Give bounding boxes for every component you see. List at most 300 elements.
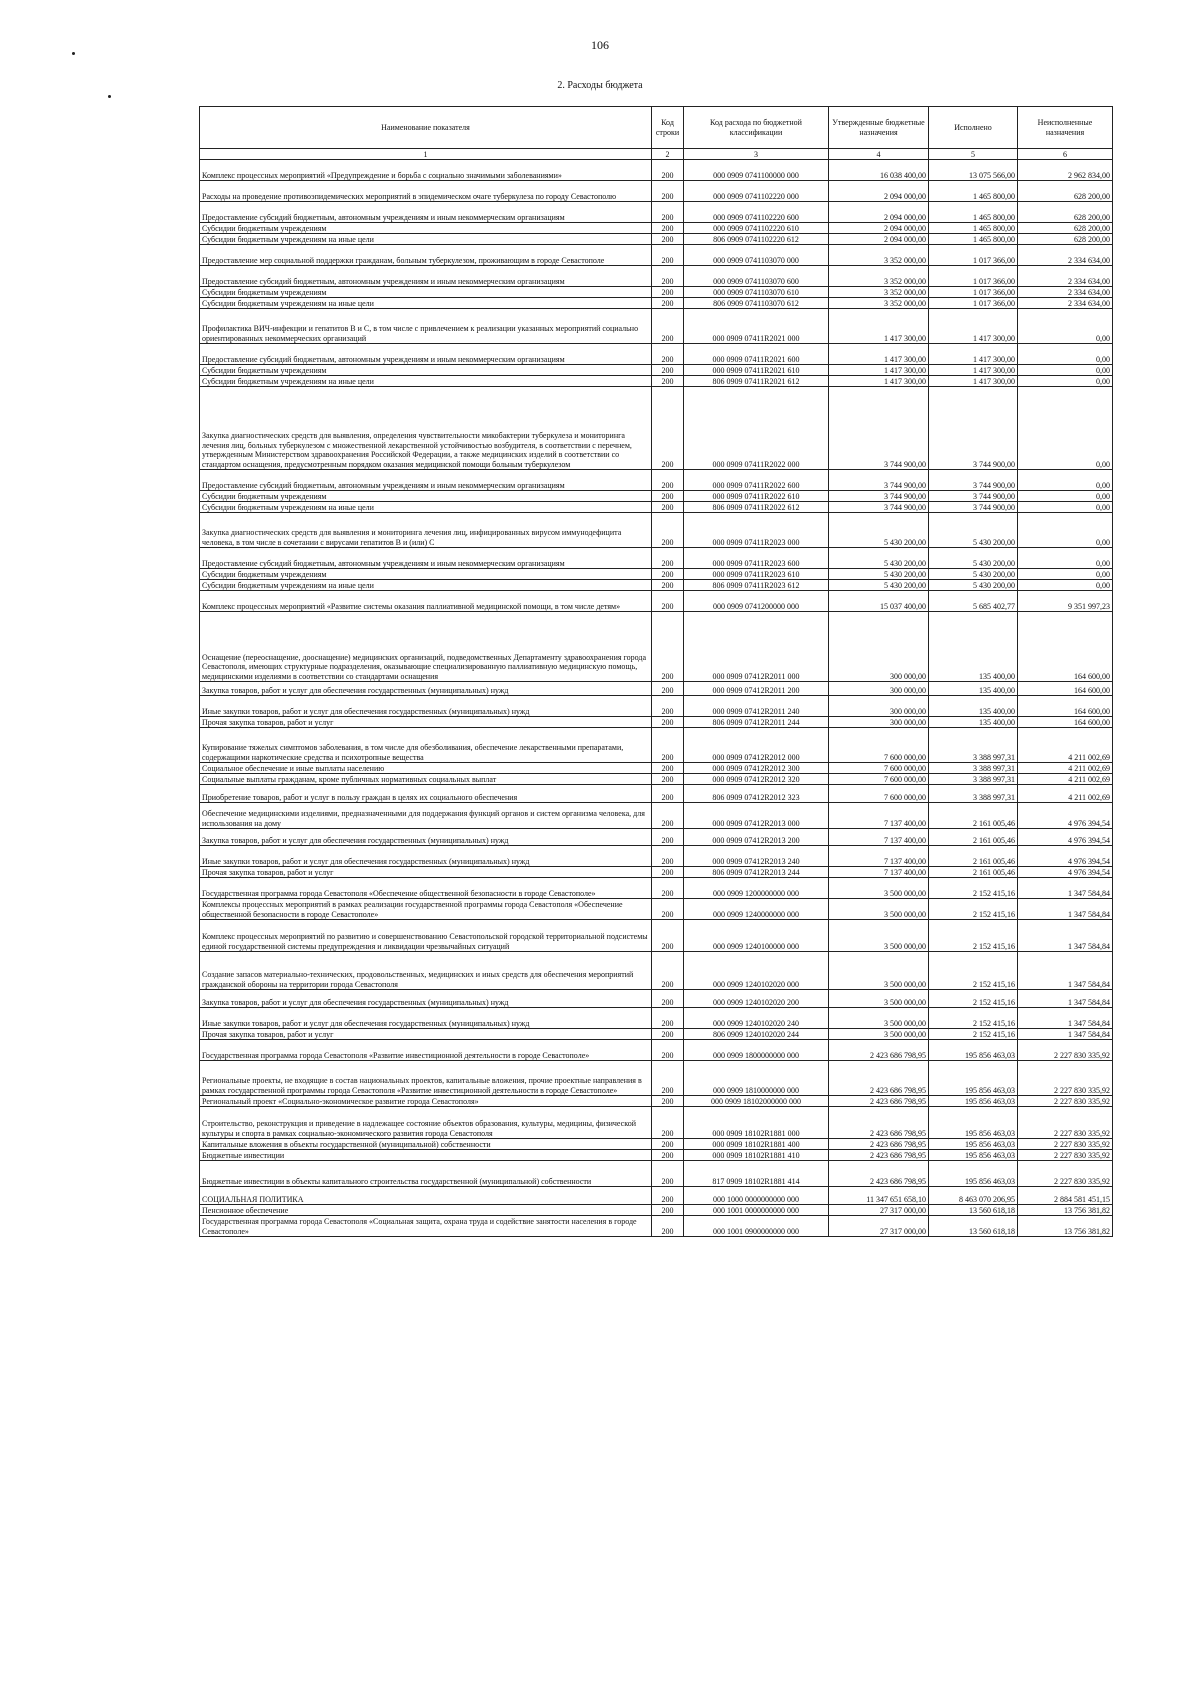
table-row: [200, 1029, 1113, 1040]
table-row-unexecuted: 164 600,00: [1018, 696, 1113, 717]
table-row-executed: 2 152 415,16: [929, 1008, 1018, 1029]
table-row-name: Закупка диагностических средств для выявления, определения чувствительности микобактерии туберкулеза и мониторинга лечения лиц, больных туберкулезом с множественной лекарственной устойчивостью возбудителя, в соответствии с перечнем, утвержденным Министерством здравоохранения Российской Федерации, а также медицинских изделий в соответствии со стандартом оснащения, предусмотренным порядком оказания медицинской помощи больным туберкулезом: [200, 387, 652, 470]
table-row-approved: 7 600 000,00: [829, 785, 929, 803]
table-row-executed: 2 161 005,46: [929, 846, 1018, 867]
table-row: [200, 990, 1113, 1008]
table-row-code: 200: [652, 1139, 684, 1150]
table-row-code: 200: [652, 223, 684, 234]
table-row-unexecuted: 2 227 830 335,92: [1018, 1161, 1113, 1187]
table-row-classification: 000 0909 1240102020 000: [684, 952, 829, 990]
table-row-code: 200: [652, 1096, 684, 1107]
table-row-unexecuted: 0,00: [1018, 309, 1113, 344]
table-row-code: 200: [652, 387, 684, 470]
table-row-classification: 000 0909 18102R1881 000: [684, 1107, 829, 1139]
table-row-unexecuted: 2 884 581 451,15: [1018, 1187, 1113, 1205]
table-row: [200, 1139, 1113, 1150]
table-row-classification: 000 0909 0741103070 600: [684, 266, 829, 287]
table-row: [200, 513, 1113, 548]
table-row-unexecuted: 1 347 584,84: [1018, 878, 1113, 899]
table-row-executed: 5 430 200,00: [929, 513, 1018, 548]
table-row-executed: 195 856 463,03: [929, 1040, 1018, 1061]
table-row-code: 200: [652, 580, 684, 591]
table-row-classification: 000 0909 0741103070 610: [684, 287, 829, 298]
table-row: [200, 774, 1113, 785]
table-row-classification: 000 0909 07411R2021 610: [684, 365, 829, 376]
table-row: [200, 1008, 1113, 1029]
table-row-name: СОЦИАЛЬНАЯ ПОЛИТИКА: [200, 1187, 652, 1205]
table-row-executed: 2 161 005,46: [929, 867, 1018, 878]
table-row-executed: 1 417 300,00: [929, 309, 1018, 344]
table-row-code: 200: [652, 774, 684, 785]
table-row-name: Обеспечение медицинскими изделиями, предназначенными для поддержания функций органов и систем организма человека, для использования на дому: [200, 803, 652, 829]
table-row-name: Комплекс процессных мероприятий «Развитие системы оказания паллиативной медицинской помощи, в том числе детям»: [200, 591, 652, 612]
table-row: [200, 728, 1113, 763]
table-row-approved: 300 000,00: [829, 717, 929, 728]
table-row-name: Прочая закупка товаров, работ и услуг: [200, 717, 652, 728]
table-row: [200, 829, 1113, 846]
table-row-approved: 2 094 000,00: [829, 234, 929, 245]
table-row-name: Региональный проект «Социально-экономическое развитие города Севастополя»: [200, 1096, 652, 1107]
table-row-approved: 3 744 900,00: [829, 502, 929, 513]
table-row-executed: 2 152 415,16: [929, 952, 1018, 990]
table-row: [200, 682, 1113, 696]
table-row-code: 200: [652, 245, 684, 266]
table-row-approved: 3 352 000,00: [829, 287, 929, 298]
table-row-approved: 300 000,00: [829, 682, 929, 696]
table-row-unexecuted: 628 200,00: [1018, 181, 1113, 202]
table-row-code: 200: [652, 728, 684, 763]
table-row-code: 200: [652, 867, 684, 878]
table-row-classification: 000 0909 1240100000 000: [684, 920, 829, 952]
table-row-name: Предоставление субсидий бюджетным, автономным учреждениям и иным некоммерческим организациям: [200, 548, 652, 569]
table-row-classification: 000 0909 07411R2023 610: [684, 569, 829, 580]
table-row-executed: 13 560 618,18: [929, 1216, 1018, 1237]
table-row-name: Оснащение (переоснащение, дооснащение) медицинских организаций, подведомственных Департаменту здравоохранения города Севастополя, имеющих структурные подразделения, оказывающие специализированную паллиативную медицинскую помощь, медицинскими изделиями в соответствии со стандартами оснащения: [200, 612, 652, 682]
table-row: [200, 1040, 1113, 1061]
table-row-code: 200: [652, 1107, 684, 1139]
table-row-executed: 3 744 900,00: [929, 502, 1018, 513]
table-row: [200, 1150, 1113, 1161]
table-row: [200, 569, 1113, 580]
table-row-unexecuted: 2 227 830 335,92: [1018, 1139, 1113, 1150]
table-row-executed: 2 152 415,16: [929, 899, 1018, 920]
table-row-code: 200: [652, 548, 684, 569]
table-row-name: Социальные выплаты гражданам, кроме публичных нормативных социальных выплат: [200, 774, 652, 785]
table-row-unexecuted: 164 600,00: [1018, 717, 1113, 728]
table-row-approved: 3 500 000,00: [829, 878, 929, 899]
table-row-name: Предоставление субсидий бюджетным, автономным учреждениям и иным некоммерческим организациям: [200, 470, 652, 491]
table-row-executed: 135 400,00: [929, 612, 1018, 682]
table-row-approved: 3 500 000,00: [829, 920, 929, 952]
table-row-name: Иные закупки товаров, работ и услуг для обеспечения государственных (муниципальных) нужд: [200, 696, 652, 717]
column-number: 6: [1018, 149, 1113, 160]
table-row-name: Комплексы процессных мероприятий в рамках реализации государственной программы города Севастополя «Обеспечение общественной безопасности в городе Севастополе»: [200, 899, 652, 920]
table-row-code: 200: [652, 376, 684, 387]
table-row-unexecuted: 4 976 394,54: [1018, 803, 1113, 829]
table-row-name: Субсидии бюджетным учреждениям на иные цели: [200, 580, 652, 591]
table-row-code: 200: [652, 682, 684, 696]
table-row-name: Закупка товаров, работ и услуг для обеспечения государственных (муниципальных) нужд: [200, 829, 652, 846]
table-row-unexecuted: 2 227 830 335,92: [1018, 1061, 1113, 1096]
table-row: [200, 696, 1113, 717]
table-row-executed: 1 465 800,00: [929, 223, 1018, 234]
table-row-approved: 3 500 000,00: [829, 899, 929, 920]
table-row-name: Субсидии бюджетным учреждениям: [200, 287, 652, 298]
table-row-classification: 000 0909 07412R2011 000: [684, 612, 829, 682]
table-row-code: 200: [652, 569, 684, 580]
table-row-executed: 2 161 005,46: [929, 803, 1018, 829]
table-row-classification: 000 1000 0000000000 000: [684, 1187, 829, 1205]
table-row-approved: 2 094 000,00: [829, 223, 929, 234]
table-row-code: 200: [652, 491, 684, 502]
table-row-classification: 000 0909 07412R2012 000: [684, 728, 829, 763]
table-row-executed: 2 152 415,16: [929, 1029, 1018, 1040]
table-row: [200, 878, 1113, 899]
table-row-unexecuted: 4 976 394,54: [1018, 867, 1113, 878]
table-row-unexecuted: 0,00: [1018, 513, 1113, 548]
table-row-unexecuted: 2 334 634,00: [1018, 266, 1113, 287]
table-row-approved: 15 037 400,00: [829, 591, 929, 612]
table-row-executed: 3 744 900,00: [929, 470, 1018, 491]
table-row-approved: 5 430 200,00: [829, 513, 929, 548]
table-row: [200, 785, 1113, 803]
table-row-executed: 13 560 618,18: [929, 1205, 1018, 1216]
table-row-unexecuted: 13 756 381,82: [1018, 1205, 1113, 1216]
table-body: [200, 160, 1113, 1237]
table-row-approved: 2 423 686 798,95: [829, 1107, 929, 1139]
table-row-approved: 1 417 300,00: [829, 376, 929, 387]
table-row-approved: 2 423 686 798,95: [829, 1096, 929, 1107]
table-row: [200, 502, 1113, 513]
table-row-code: 200: [652, 309, 684, 344]
table-row-approved: 2 094 000,00: [829, 181, 929, 202]
table-row-executed: 1 465 800,00: [929, 202, 1018, 223]
table-row-executed: 195 856 463,03: [929, 1096, 1018, 1107]
table-row-unexecuted: 0,00: [1018, 344, 1113, 365]
table-row-approved: 27 317 000,00: [829, 1216, 929, 1237]
table-row-unexecuted: 4 976 394,54: [1018, 846, 1113, 867]
table-row-classification: 806 0909 0741103070 612: [684, 298, 829, 309]
table-row-unexecuted: 628 200,00: [1018, 223, 1113, 234]
table-row-classification: 000 0909 1240102020 200: [684, 990, 829, 1008]
table-row-code: 200: [652, 920, 684, 952]
table-row-name: Приобретение товаров, работ и услуг в пользу граждан в целях их социального обеспечения: [200, 785, 652, 803]
table-row-code: 200: [652, 990, 684, 1008]
table-row-code: 200: [652, 717, 684, 728]
table-row-classification: 806 0909 07411R2022 612: [684, 502, 829, 513]
table-row: [200, 223, 1113, 234]
table-row: [200, 1096, 1113, 1107]
table-row: [200, 952, 1113, 990]
table-row-unexecuted: 0,00: [1018, 365, 1113, 376]
table-row-code: 200: [652, 1205, 684, 1216]
table-row-approved: 1 417 300,00: [829, 365, 929, 376]
header-line-code: Код строки: [652, 107, 684, 149]
table-row-name: Государственная программа города Севастополя «Обеспечение общественной безопасности в городе Севастополе»: [200, 878, 652, 899]
table-row-unexecuted: 4 211 002,69: [1018, 774, 1113, 785]
table-row: [200, 287, 1113, 298]
table-row-name: Прочая закупка товаров, работ и услуг: [200, 1029, 652, 1040]
table-row-unexecuted: 2 227 830 335,92: [1018, 1150, 1113, 1161]
table-row-unexecuted: 1 347 584,84: [1018, 952, 1113, 990]
table-row-name: Купирование тяжелых симптомов заболевания, в том числе для обезболивания, обеспечение лекарственными препаратами, содержащими наркотические средства и психотропные вещества: [200, 728, 652, 763]
table-row-classification: 817 0909 18102R1881 414: [684, 1161, 829, 1187]
table-row-code: 200: [652, 287, 684, 298]
table-row-unexecuted: 2 962 834,00: [1018, 160, 1113, 181]
table-row-unexecuted: 628 200,00: [1018, 202, 1113, 223]
table-row-name: Иные закупки товаров, работ и услуг для обеспечения государственных (муниципальных) нужд: [200, 1008, 652, 1029]
table-row-unexecuted: 0,00: [1018, 376, 1113, 387]
table-row-executed: 3 388 997,31: [929, 763, 1018, 774]
table-row-classification: 000 0909 0741102220 600: [684, 202, 829, 223]
table-row-code: 200: [652, 878, 684, 899]
table-row-name: Бюджетные инвестиции в объекты капитального строительства государственной (муниципальной) собственности: [200, 1161, 652, 1187]
table-row-classification: 000 0909 07411R2023 000: [684, 513, 829, 548]
table-row-code: 200: [652, 785, 684, 803]
table-row-unexecuted: 1 347 584,84: [1018, 1029, 1113, 1040]
table-row-approved: 2 423 686 798,95: [829, 1161, 929, 1187]
table-row-executed: 195 856 463,03: [929, 1150, 1018, 1161]
table-row-classification: 000 0909 07411R2021 000: [684, 309, 829, 344]
table-row-classification: 806 0909 07412R2013 244: [684, 867, 829, 878]
table-row-unexecuted: 4 211 002,69: [1018, 763, 1113, 774]
table-row-executed: 1 017 366,00: [929, 287, 1018, 298]
table-row-name: Закупка диагностических средств для выявления и мониторинга лечения лиц, инфицированных вирусом иммунодефицита человека, в том числе в сочетании с вирусами гепатитов В и (или) С: [200, 513, 652, 548]
table-row-classification: 000 1001 0000000000 000: [684, 1205, 829, 1216]
table-row: [200, 1061, 1113, 1096]
table-row-unexecuted: 2 334 634,00: [1018, 298, 1113, 309]
table-row-name: Субсидии бюджетным учреждениям: [200, 569, 652, 580]
table-row-executed: 3 388 997,31: [929, 728, 1018, 763]
table-row-name: Комплекс процессных мероприятий по развитию и совершенствованию Севастопольской городской территориальной подсистемы единой государственной системы предупреждения и ликвидации чрезвычайных ситуаций: [200, 920, 652, 952]
table-row: [200, 1161, 1113, 1187]
table-row-code: 200: [652, 846, 684, 867]
table-row-classification: 000 0909 07412R2013 000: [684, 803, 829, 829]
table-row-name: Пенсионное обеспечение: [200, 1205, 652, 1216]
table-row-classification: 806 0909 07411R2023 612: [684, 580, 829, 591]
header-unexecuted: Неисполненные назначения: [1018, 107, 1113, 149]
table-row: [200, 160, 1113, 181]
table-row-approved: 7 600 000,00: [829, 774, 929, 785]
table-row-approved: 16 038 400,00: [829, 160, 929, 181]
table-row-approved: 7 137 400,00: [829, 829, 929, 846]
table-row-executed: 1 465 800,00: [929, 234, 1018, 245]
table-row-code: 200: [652, 1029, 684, 1040]
table-row-executed: 3 744 900,00: [929, 491, 1018, 502]
table-row: [200, 266, 1113, 287]
table-row-unexecuted: 4 211 002,69: [1018, 728, 1113, 763]
table-row-executed: 2 152 415,16: [929, 878, 1018, 899]
table-row-code: 200: [652, 696, 684, 717]
table-row-classification: 000 0909 07411R2022 610: [684, 491, 829, 502]
table-row-classification: 000 0909 1800000000 000: [684, 1040, 829, 1061]
table-row-approved: 3 744 900,00: [829, 470, 929, 491]
table-row-code: 200: [652, 612, 684, 682]
table-row-name: Прочая закупка товаров, работ и услуг: [200, 867, 652, 878]
table-row-name: Закупка товаров, работ и услуг для обеспечения государственных (муниципальных) нужд: [200, 990, 652, 1008]
table-row-code: 200: [652, 1161, 684, 1187]
table-row-classification: 000 0909 1200000000 000: [684, 878, 829, 899]
table-row-classification: 000 0909 1240102020 240: [684, 1008, 829, 1029]
table-row-name: Создание запасов материально-технических, продовольственных, медицинских и иных средств для обеспечения мероприятий гражданской обороны на территории города Севастополя: [200, 952, 652, 990]
table-row: [200, 344, 1113, 365]
table-row-approved: 2 094 000,00: [829, 202, 929, 223]
table-row-unexecuted: 0,00: [1018, 548, 1113, 569]
table-row-classification: 000 0909 0741102220 610: [684, 223, 829, 234]
table-row-classification: 000 0909 07412R2012 300: [684, 763, 829, 774]
table-row-classification: 806 0909 1240102020 244: [684, 1029, 829, 1040]
table-row-unexecuted: 1 347 584,84: [1018, 899, 1113, 920]
table-row-executed: 13 075 566,00: [929, 160, 1018, 181]
table-row-approved: 7 137 400,00: [829, 846, 929, 867]
table-row-executed: 135 400,00: [929, 717, 1018, 728]
table-row-approved: 3 500 000,00: [829, 990, 929, 1008]
table-row-name: Профилактика ВИЧ-инфекции и гепатитов В и С, в том числе с привлечением к реализации указанных мероприятий социально ориентированных некоммерческих организаций: [200, 309, 652, 344]
table-row-unexecuted: 2 227 830 335,92: [1018, 1107, 1113, 1139]
table-row-executed: 5 430 200,00: [929, 548, 1018, 569]
table-row-executed: 1 017 366,00: [929, 245, 1018, 266]
table-row-approved: 3 500 000,00: [829, 952, 929, 990]
table-row-approved: 2 423 686 798,95: [829, 1139, 929, 1150]
table-row-approved: 7 600 000,00: [829, 728, 929, 763]
table-row: [200, 803, 1113, 829]
table-row-unexecuted: 2 334 634,00: [1018, 287, 1113, 298]
table-row-approved: 5 430 200,00: [829, 548, 929, 569]
column-number: 3: [684, 149, 829, 160]
table-row-classification: 806 0909 07412R2012 323: [684, 785, 829, 803]
table-row-approved: 5 430 200,00: [829, 580, 929, 591]
table-row-code: 200: [652, 160, 684, 181]
table-row-name: Субсидии бюджетным учреждениям на иные цели: [200, 234, 652, 245]
table-row-unexecuted: 2 227 830 335,92: [1018, 1096, 1113, 1107]
table-row-approved: 7 137 400,00: [829, 867, 929, 878]
table-row-name: Расходы на проведение противоэпидемических мероприятий в эпидемическом очаге туберкулеза по городу Севастополю: [200, 181, 652, 202]
table-row-code: 200: [652, 1216, 684, 1237]
table-row: [200, 1205, 1113, 1216]
table-row-code: 200: [652, 298, 684, 309]
table-row-name: Капитальные вложения в объекты государственной (муниципальной) собственности: [200, 1139, 652, 1150]
table-row-name: Бюджетные инвестиции: [200, 1150, 652, 1161]
table-row-approved: 3 744 900,00: [829, 491, 929, 502]
table-row-classification: 000 0909 07412R2011 240: [684, 696, 829, 717]
header-approved: Утвержденные бюджетные назначения: [829, 107, 929, 149]
table-row-unexecuted: 0,00: [1018, 491, 1113, 502]
table-row-classification: 000 0909 1240000000 000: [684, 899, 829, 920]
table-row-executed: 2 161 005,46: [929, 829, 1018, 846]
table-row-name: Предоставление мер социальной поддержки гражданам, больным туберкулезом, проживающим в городе Севастополе: [200, 245, 652, 266]
table-row-code: 200: [652, 181, 684, 202]
table-row-code: 200: [652, 470, 684, 491]
table-row: [200, 202, 1113, 223]
table-row-classification: 000 0909 07411R2023 600: [684, 548, 829, 569]
table-row-code: 200: [652, 1187, 684, 1205]
table-row-code: 200: [652, 266, 684, 287]
table-row-code: 200: [652, 803, 684, 829]
table-row-code: 200: [652, 234, 684, 245]
table-row-code: 200: [652, 952, 684, 990]
table-row-code: 200: [652, 1008, 684, 1029]
table-row: [200, 491, 1113, 502]
table-row-approved: 2 423 686 798,95: [829, 1061, 929, 1096]
table-row-unexecuted: 628 200,00: [1018, 234, 1113, 245]
table-row: [200, 1187, 1113, 1205]
table-row-executed: 1 417 300,00: [929, 376, 1018, 387]
table-row-executed: 5 685 402,77: [929, 591, 1018, 612]
table-row-approved: 300 000,00: [829, 696, 929, 717]
table-row: [200, 763, 1113, 774]
table-row-code: 200: [652, 1040, 684, 1061]
table-row-unexecuted: 1 347 584,84: [1018, 920, 1113, 952]
table-row-approved: 7 137 400,00: [829, 803, 929, 829]
table-row-classification: 000 0909 0741100000 000: [684, 160, 829, 181]
table-row: [200, 309, 1113, 344]
table-row-unexecuted: 0,00: [1018, 387, 1113, 470]
table-row-code: 200: [652, 202, 684, 223]
table-row: [200, 387, 1113, 470]
table-row-executed: 1 017 366,00: [929, 298, 1018, 309]
table-row-code: 200: [652, 763, 684, 774]
table-row-classification: 806 0909 0741102220 612: [684, 234, 829, 245]
table-row-unexecuted: 4 211 002,69: [1018, 785, 1113, 803]
table-row-code: 200: [652, 591, 684, 612]
table-row: [200, 899, 1113, 920]
header-indicator-name: Наименование показателя: [200, 107, 652, 149]
table-row-executed: 195 856 463,03: [929, 1061, 1018, 1096]
table-row-approved: 3 744 900,00: [829, 387, 929, 470]
table-row-name: Социальное обеспечение и иные выплаты населению: [200, 763, 652, 774]
table-row: [200, 548, 1113, 569]
table-row-code: 200: [652, 344, 684, 365]
table-row-executed: 135 400,00: [929, 682, 1018, 696]
table-row: [200, 365, 1113, 376]
table-row-code: 200: [652, 899, 684, 920]
header-executed: Исполнено: [929, 107, 1018, 149]
table-row-classification: 000 0909 18102000000 000: [684, 1096, 829, 1107]
table-row-classification: 000 0909 0741200000 000: [684, 591, 829, 612]
table-row-approved: 27 317 000,00: [829, 1205, 929, 1216]
table-row-classification: 806 0909 07411R2021 612: [684, 376, 829, 387]
table-row-classification: 000 0909 07412R2013 240: [684, 846, 829, 867]
table-row-name: Закупка товаров, работ и услуг для обеспечения государственных (муниципальных) нужд: [200, 682, 652, 696]
table-row-approved: 5 430 200,00: [829, 569, 929, 580]
table-row: [200, 245, 1113, 266]
table-row-unexecuted: 9 351 997,23: [1018, 591, 1113, 612]
table-row-executed: 2 152 415,16: [929, 990, 1018, 1008]
section-title: 2. Расходы бюджета: [557, 80, 643, 91]
table-row-executed: 135 400,00: [929, 696, 1018, 717]
table-row: [200, 580, 1113, 591]
table-row: [200, 846, 1113, 867]
table-row-executed: 3 388 997,31: [929, 774, 1018, 785]
table-row-code: 200: [652, 829, 684, 846]
table-row-unexecuted: 0,00: [1018, 470, 1113, 491]
page-number: 106: [591, 38, 609, 52]
table-row-code: 200: [652, 365, 684, 376]
table-row-name: Государственная программа города Севастополя «Развитие инвестиционной деятельности в городе Севастополе»: [200, 1040, 652, 1061]
table-row-executed: 195 856 463,03: [929, 1139, 1018, 1150]
budget-expenses-table: [199, 106, 1113, 1237]
table-row-name: Предоставление субсидий бюджетным, автономным учреждениям и иным некоммерческим организациям: [200, 202, 652, 223]
scan-speck: [108, 95, 111, 98]
table-row: [200, 717, 1113, 728]
table-row: [200, 298, 1113, 309]
table-row: [200, 376, 1113, 387]
table-row-name: Строительство, реконструкция и приведение в надлежащее состояние объектов образования, культуры, медицины, физической культуры и спорта в рамках социально-экономического развития города Севастополя: [200, 1107, 652, 1139]
table-row-unexecuted: 13 756 381,82: [1018, 1216, 1113, 1237]
table-row-executed: 195 856 463,03: [929, 1107, 1018, 1139]
table-row-approved: 3 352 000,00: [829, 266, 929, 287]
table-row-classification: 000 0909 18102R1881 410: [684, 1150, 829, 1161]
